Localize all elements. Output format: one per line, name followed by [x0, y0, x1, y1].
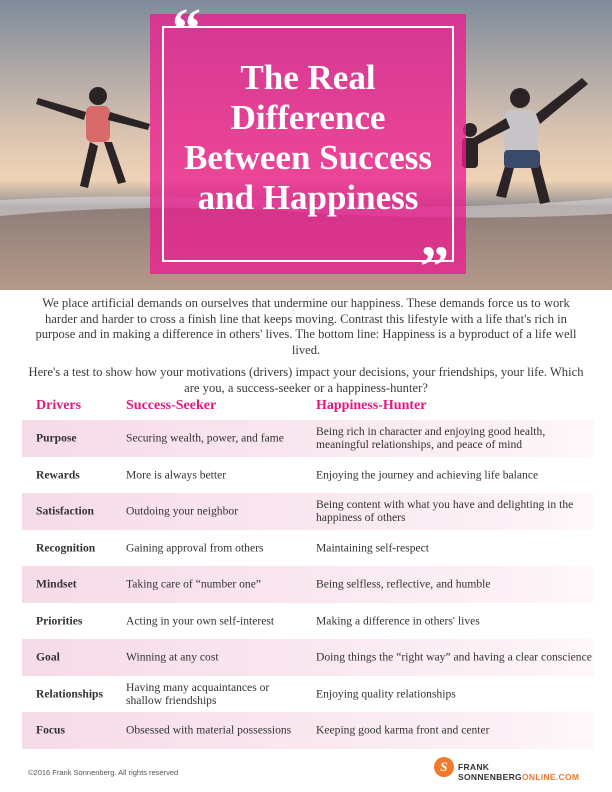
table-header: [0, 398, 612, 418]
driver-cell: Rewards: [36, 468, 80, 482]
seeker-cell: Gaining approval from others: [126, 541, 264, 555]
table-row: [22, 457, 594, 494]
hunter-cell: Making a difference in others' lives: [316, 614, 480, 628]
seeker-cell: Securing wealth, power, and fame: [126, 431, 284, 445]
hunter-cell: Enjoying quality relationships: [316, 687, 456, 701]
hunter-cell: Keeping good karma front and center: [316, 723, 490, 737]
hunter-cell: Doing things the “right way” and having a clear conscience: [316, 650, 592, 664]
intro-text: [26, 296, 586, 403]
brand-name: [458, 762, 594, 782]
driver-cell: Satisfaction: [36, 504, 94, 518]
header-success-seeker: Success-Seeker: [126, 398, 217, 413]
intro-paragraph-1: We place artificial demands on ourselves that undermine our happiness. These demands force us to work harder and harder to cross a finish line that keeps moving. Contrast this lifestyle with a life that's rich in purpose and in making a difference in others' lives. The bottom line: Happiness is a byproduct of a life well lived.: [35, 296, 577, 357]
brand-logo[interactable]: [434, 757, 594, 782]
copyright-notice: ©2016 Frank Sonnenberg. All rights reserved: [28, 768, 179, 777]
intro-paragraph-2: Here's a test to show how your motivations (drivers) impact your decisions, your friendships, your life. Which are you, a success-seeker or a happiness-hunter?: [28, 365, 584, 395]
close-quote-icon: ”: [420, 234, 449, 290]
table-row: [22, 420, 594, 457]
hunter-cell: Being selfless, reflective, and humble: [316, 577, 491, 591]
driver-cell: Relationships: [36, 687, 104, 701]
comparison-table: [22, 420, 594, 749]
driver-cell: Mindset: [36, 577, 77, 591]
driver-cell: Goal: [36, 650, 60, 664]
seeker-cell: Obsessed with material possessions: [126, 723, 292, 737]
hunter-cell: Being rich in character and enjoying good health, meaningful relationships, and peace of mind: [316, 425, 546, 452]
driver-cell: Focus: [36, 723, 65, 737]
table-row: [22, 493, 594, 530]
seeker-cell: Outdoing your neighbor: [126, 504, 239, 518]
table-row: [22, 639, 594, 676]
seeker-cell: Acting in your own self-interest: [126, 614, 275, 628]
brand-name-part1: FRANK SONNENBERG: [458, 762, 522, 782]
header-happiness-hunter: Happiness-Hunter: [316, 398, 427, 413]
table-row: [22, 566, 594, 603]
driver-cell: Purpose: [36, 431, 77, 445]
seeker-cell: More is always better: [126, 468, 227, 482]
driver-cell: Priorities: [36, 614, 83, 628]
hero-banner: [0, 0, 612, 290]
open-quote-icon: “: [172, 0, 201, 61]
table-row: [22, 712, 594, 749]
brand-name-part2: ONLINE.COM: [521, 772, 580, 782]
seeker-cell: Having many acquaintances or shallow friendships: [126, 680, 270, 707]
table-row: [22, 603, 594, 640]
brand-s-icon: S: [434, 757, 454, 777]
page-title: The Real Difference Between Success and Happiness: [184, 58, 432, 217]
seeker-cell: Taking care of “number one”: [126, 577, 262, 591]
hunter-cell: Enjoying the journey and achieving life balance: [316, 468, 539, 482]
header-drivers: Drivers: [36, 398, 82, 413]
table-row: [22, 676, 594, 713]
table-row: [22, 530, 594, 567]
seeker-cell: Winning at any cost: [126, 650, 219, 664]
hunter-cell: Maintaining self-respect: [316, 541, 429, 555]
driver-cell: Recognition: [36, 541, 96, 555]
hunter-cell: Being content with what you have and delighting in the happiness of others: [316, 498, 574, 525]
